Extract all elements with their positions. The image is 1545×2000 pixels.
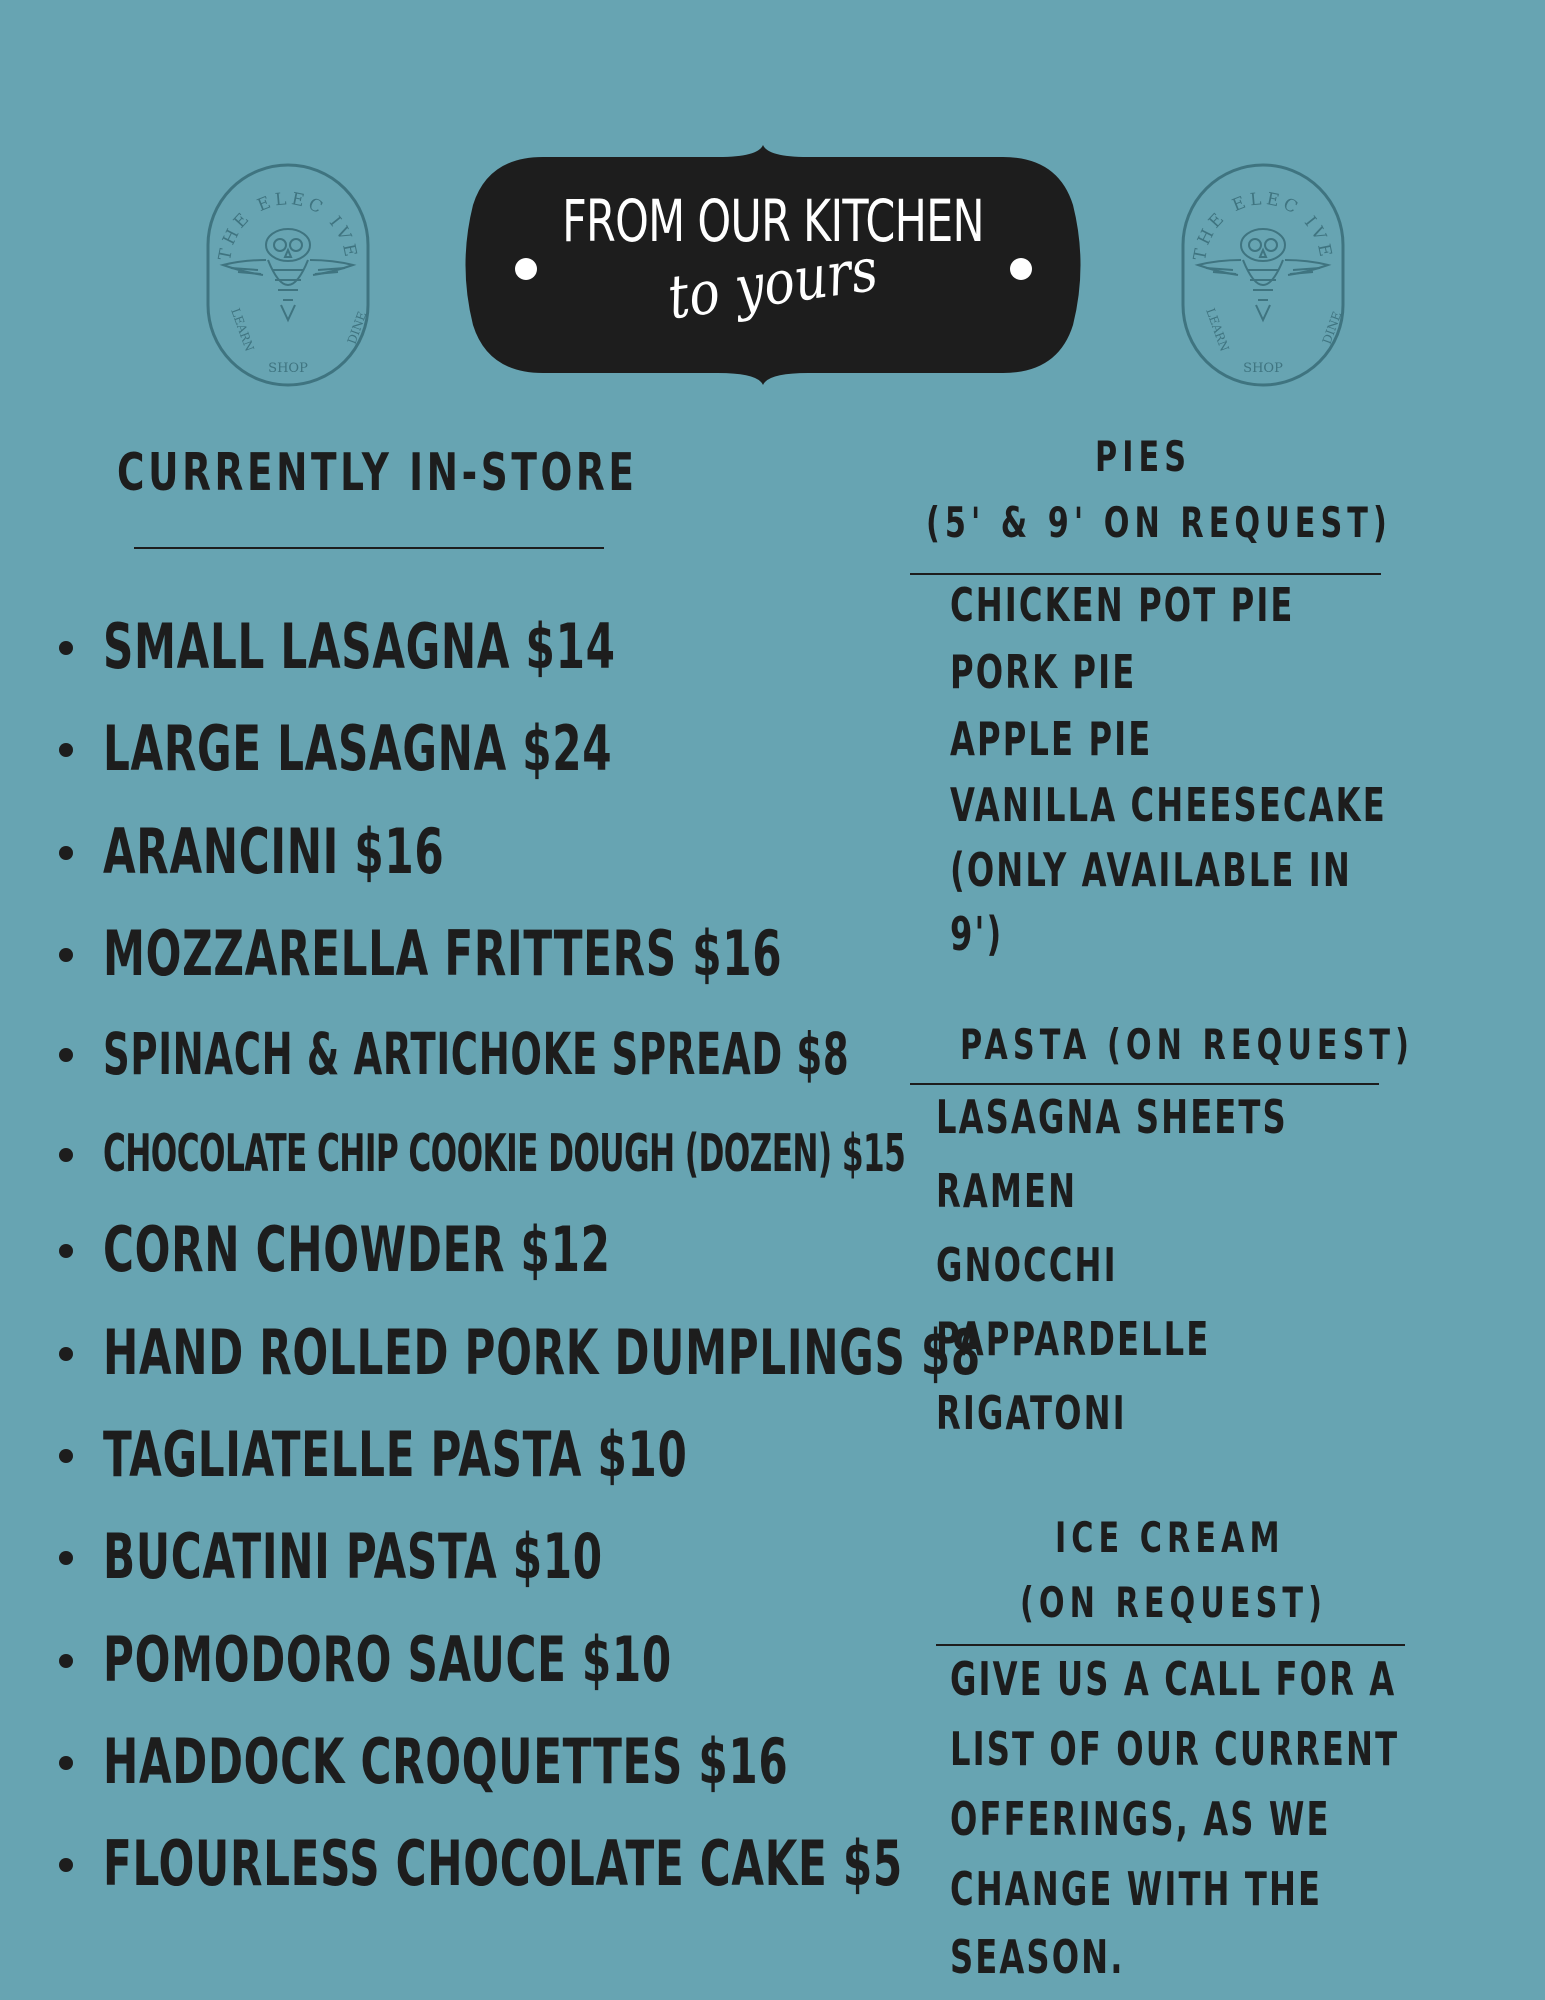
ice-cream-line: CHANGE WITH THE	[950, 1862, 1323, 1916]
owl-logo-right	[1178, 160, 1348, 390]
pasta-line: RAMEN	[936, 1164, 1078, 1218]
bullet-icon	[59, 1347, 73, 1361]
bullet-icon	[59, 1858, 73, 1872]
in-store-heading: CURRENTLY IN-STORE	[117, 443, 638, 503]
pasta-line: RIGATONI	[936, 1386, 1127, 1440]
pies-line: PORK PIE	[950, 645, 1137, 699]
bullet-icon	[59, 1244, 73, 1258]
bullet-icon	[59, 1654, 73, 1668]
pies-divider	[910, 573, 1381, 575]
bullet-icon	[59, 743, 73, 757]
owl-logo-left	[203, 160, 373, 390]
svg-text:DINE: DINE	[1319, 309, 1345, 347]
banner-title: FROM OUR KITCHEN	[562, 187, 984, 255]
svg-text:DINE: DINE	[344, 309, 370, 347]
pasta-line: GNOCCHI	[936, 1238, 1118, 1292]
svg-text:LEARN: LEARN	[1203, 306, 1232, 354]
pasta-line: LASAGNA SHEETS	[936, 1090, 1288, 1144]
pies-line: CHICKEN POT PIE	[950, 578, 1295, 632]
pasta-heading: PASTA (ON REQUEST)	[960, 1020, 1414, 1069]
bullet-icon	[59, 1449, 73, 1463]
svg-text:THE ELEC IVE: THE ELEC IVE	[1190, 189, 1337, 263]
bullet-icon	[59, 1551, 73, 1565]
ice-cream-subheading: (ON REQUEST)	[1020, 1578, 1327, 1627]
bullet-icon	[59, 1756, 73, 1770]
pies-line: VANILLA CHEESECAKE	[950, 778, 1387, 832]
pasta-line: PAPPARDELLE	[936, 1312, 1211, 1366]
pasta-divider	[910, 1083, 1379, 1085]
svg-text:LEARN: LEARN	[228, 306, 257, 354]
svg-text:SHOP: SHOP	[268, 361, 308, 376]
in-store-divider	[134, 547, 604, 549]
pies-line: APPLE PIE	[950, 712, 1153, 766]
bullet-icon	[59, 948, 73, 962]
owl-logo-icon	[203, 160, 373, 390]
owl-logo-icon	[1178, 160, 1348, 390]
ice-cream-line: SEASON.	[950, 1930, 1125, 1984]
bullet-icon	[59, 641, 73, 655]
ice-cream-line: OFFERINGS, AS WE	[950, 1792, 1331, 1846]
pies-heading: PIES	[1095, 432, 1192, 481]
banner-script: to yours	[663, 234, 883, 334]
svg-text:THE ELEC IVE: THE ELEC IVE	[215, 189, 362, 263]
ice-cream-heading: ICE CREAM	[1055, 1513, 1285, 1562]
ice-cream-line: LIST OF OUR CURRENT	[950, 1722, 1400, 1776]
bullet-icon	[59, 1148, 73, 1162]
pies-line: (ONLY AVAILABLE IN	[950, 843, 1352, 897]
ice-cream-line: GIVE US A CALL FOR A	[950, 1652, 1397, 1706]
pies-line: 9')	[950, 907, 1004, 961]
ice-cream-divider	[936, 1644, 1405, 1646]
svg-text:SHOP: SHOP	[1243, 361, 1283, 376]
pies-subheading: (5' & 9' ON REQUEST)	[926, 498, 1392, 547]
bullet-icon	[59, 846, 73, 860]
bullet-icon	[59, 1048, 73, 1062]
header-banner	[458, 145, 1088, 385]
